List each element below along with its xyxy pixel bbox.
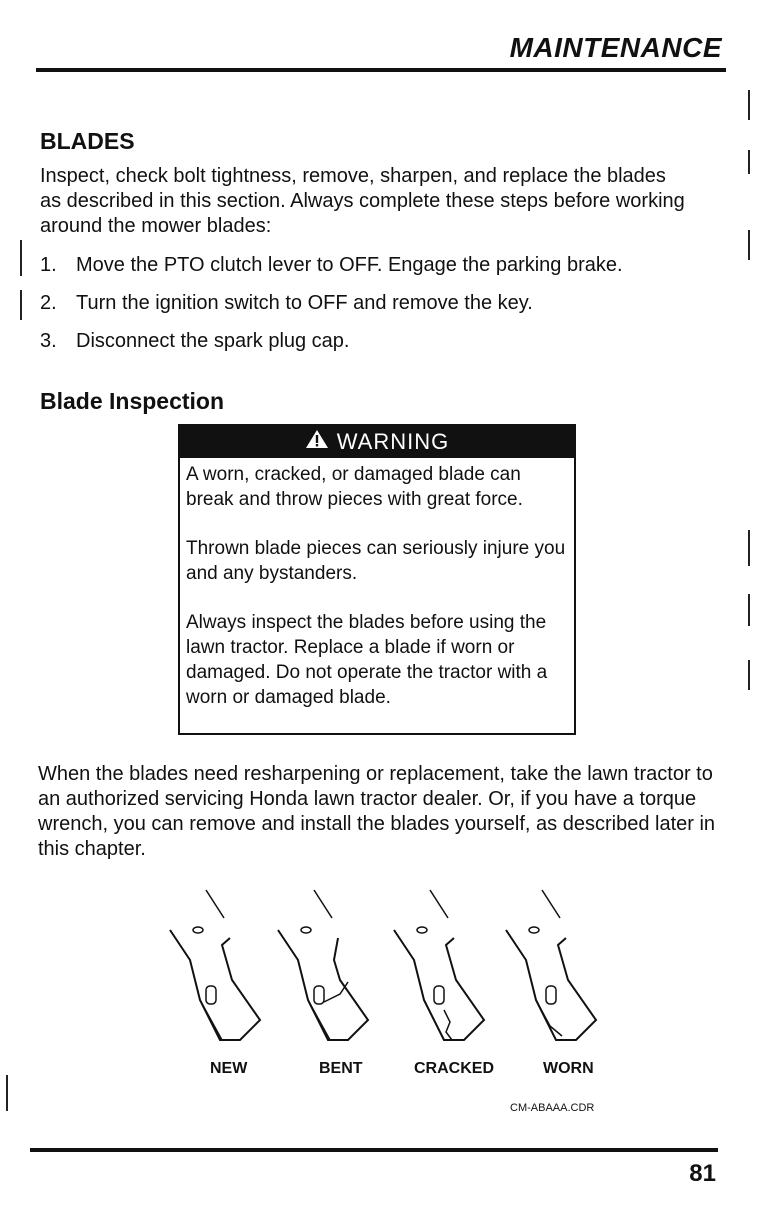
footer-rule [30,1148,718,1152]
section-title-blades: BLADES [40,128,135,154]
margin-bar [748,90,750,120]
margin-bar [20,290,22,320]
section-title-blade-inspection: Blade Inspection [40,388,225,414]
header-rule [36,68,726,72]
blade-bent-illustration [278,890,368,1040]
warning-header [180,426,574,458]
blades-intro-paragraph: Inspect, check bolt tightness, remove, sharpen, and replace the blades as described in this section. Always complete these steps before working around the mower blades: [40,165,685,237]
step-number: 1. [40,254,57,276]
warning-triangle-icon [305,429,329,455]
margin-bar [748,230,750,260]
list-item [40,250,710,288]
margin-bar [748,150,750,174]
warning-paragraph: Always inspect the blades before using the lawn tractor. Replace a blade if worn or damaged. Do not operate the tractor with a worn or damaged blade. [186,612,548,708]
margin-bar [748,594,750,626]
page-header-title: MAINTENANCE [509,32,722,63]
step-number: 3. [40,330,57,352]
warning-paragraph: A worn, cracked, or damaged blade can break and throw pieces with great force. [186,464,523,510]
warning-label: WARNING [336,429,450,454]
figure-label-bent: BENT [319,1060,363,1077]
step-text: Disconnect the spark plug cap. [76,330,350,352]
warning-paragraph: Thrown blade pieces can seriously injure you and any bystanders. [186,538,566,584]
margin-bar [20,240,22,276]
blade-worn-illustration [506,890,596,1040]
list-item [40,326,710,364]
figure-label-new: NEW [210,1060,248,1077]
warning-box [178,424,576,735]
blade-steps-list [40,250,710,364]
warning-body [180,458,574,714]
margin-bar [6,1075,8,1111]
figure-label-cracked: CRACKED [414,1060,494,1077]
margin-bar [748,530,750,566]
margin-bar [748,660,750,690]
blade-condition-figure [150,880,630,1090]
list-item [40,288,710,326]
resharpening-paragraph: When the blades need resharpening or replacement, take the lawn tractor to an authorized servicing Honda lawn tractor dealer. Or, if you have a torque wrench, you can remove and install the blades yourself, as described later in this chapter. [38,763,716,860]
step-number: 2. [40,292,57,314]
blade-new-illustration [170,890,260,1040]
blade-cracked-illustration [394,890,484,1040]
step-text: Move the PTO clutch lever to OFF. Engage the parking brake. [76,254,623,276]
page-number: 81 [689,1160,716,1187]
figure-code: CM-ABAAA.CDR [510,1102,595,1114]
figure-label-worn: WORN [543,1060,594,1077]
step-text: Turn the ignition switch to OFF and remove the key. [76,292,533,314]
